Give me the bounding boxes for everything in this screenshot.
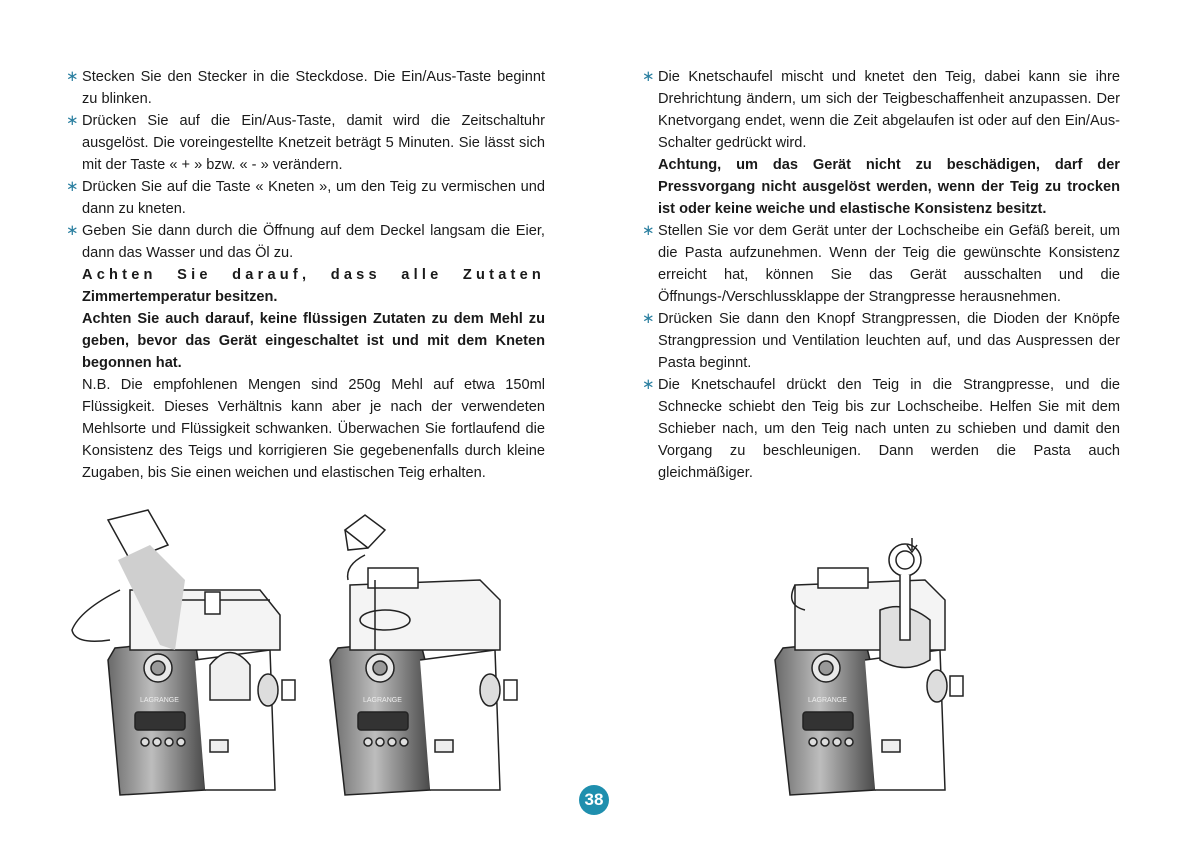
- list-item: ∗ Die Knetschaufel drückt den Teig in die Strangpresse, und die Schnecke schiebt den Teig bis zur Lochscheibe. Helfen Sie mit dem Schieber nach, um den Teig nach unten zu schieben und damit den Vorgang zu beschleunigen. Dann werden die Pasta auch gleichmäßiger.: [642, 376, 1120, 481]
- warning-damage: Achtung, um das Gerät nicht zu beschädigen, darf der Pressvorgang nicht ausgelöst werden, wenn der Teig zu trocken ist oder keine weiche und elastische Konsistenz besitzt.: [658, 157, 1120, 217]
- list-item: ∗ Drücken Sie dann den Knopf Strangpressen, die Dioden der Knöpfe Strangpression und Ventilation leuchten auf, und das Auspressen der Pasta beginnt.: [642, 310, 1120, 371]
- bullet-star-icon: ∗: [642, 310, 655, 327]
- list-item: ∗ Drücken Sie auf die Taste « Kneten », um den Teig zu vermischen und dann zu kneten.: [66, 178, 545, 217]
- machine-illustration-1: [72, 510, 295, 795]
- list-item: ∗ Die Knetschaufel mischt und knetet den Teig, dabei kann sie ihre Drehrichtung ändern, um sich der Teigbeschaffenheit anzupassen. Der Knetvorgang endet, wenn die Zeit abgelaufen ist oder auf den Ein/Aus-Schalter gedrückt wird.: [642, 68, 1120, 151]
- brand-logo: LAGRANGE: [140, 697, 179, 704]
- machine-illustration-2: [330, 515, 517, 795]
- bullet-star-icon: ∗: [642, 222, 655, 239]
- list-item: ∗ Geben Sie dann durch die Öffnung auf dem Deckel langsam die Eier, dann das Wasser und das Öl zu.: [66, 222, 545, 261]
- bullet-star-icon: ∗: [642, 376, 655, 393]
- warning-liquids: Achten Sie auch darauf, keine flüssigen Zutaten zu dem Mehl zu geben, bevor das Gerät eingeschaltet ist und mit dem Kneten begonnen hat.: [82, 311, 545, 371]
- bullet-star-icon: ∗: [66, 178, 79, 195]
- list-item: ∗ Drücken Sie auf die Ein/Aus-Taste, damit wird die Zeitschaltuhr ausgelöst. Die voreingestellte Knetzeit beträgt 5 Minuten. Sie lässt sich mit der Taste « + » bzw. « - » verändern.: [66, 112, 545, 173]
- bullet-star-icon: ∗: [66, 68, 79, 85]
- left-column: [66, 66, 545, 484]
- list-item: ∗ Stellen Sie vor dem Gerät unter der Lochscheibe ein Gefäß bereit, um die Pasta aufzunehmen. Wenn der Teig die gewünschte Konsistenz erreicht hat, können Sie das Gerät ausschalten und die Öffnungs-/Verschlussklappe der Strangpresse herausnehmen.: [642, 222, 1120, 305]
- warning-temperature: Achten Sie darauf, dass alle Zutaten Zimmertemperatur besitzen.: [82, 267, 545, 305]
- page-number: 38: [579, 785, 609, 815]
- list-item: ∗ Stecken Sie den Stecker in die Steckdose. Die Ein/Aus-Taste beginnt zu blinken.: [66, 68, 545, 107]
- machine-illustration-3: [775, 538, 963, 795]
- bullet-star-icon: ∗: [66, 222, 79, 239]
- note-paragraph: N.B. Die empfohlenen Mengen sind 250g Mehl auf etwa 150ml Flüssigkeit. Dieses Verhältnis kann aber je nach der verwendeten Mehlsorte und Flüssigkeit schwanken. Überwachen Sie fortlaufend die Konsistenz des Teigs und korrigieren Sie gegebenenfalls durch kleine Zugaben, bis Sie einen weichen und elastischen Teig erhalten.: [82, 377, 545, 481]
- brand-logo: LAGRANGE: [808, 697, 847, 704]
- bullet-star-icon: ∗: [66, 112, 79, 129]
- brand-logo: LAGRANGE: [363, 697, 402, 704]
- bullet-star-icon: ∗: [642, 68, 655, 85]
- right-column: [642, 66, 1120, 484]
